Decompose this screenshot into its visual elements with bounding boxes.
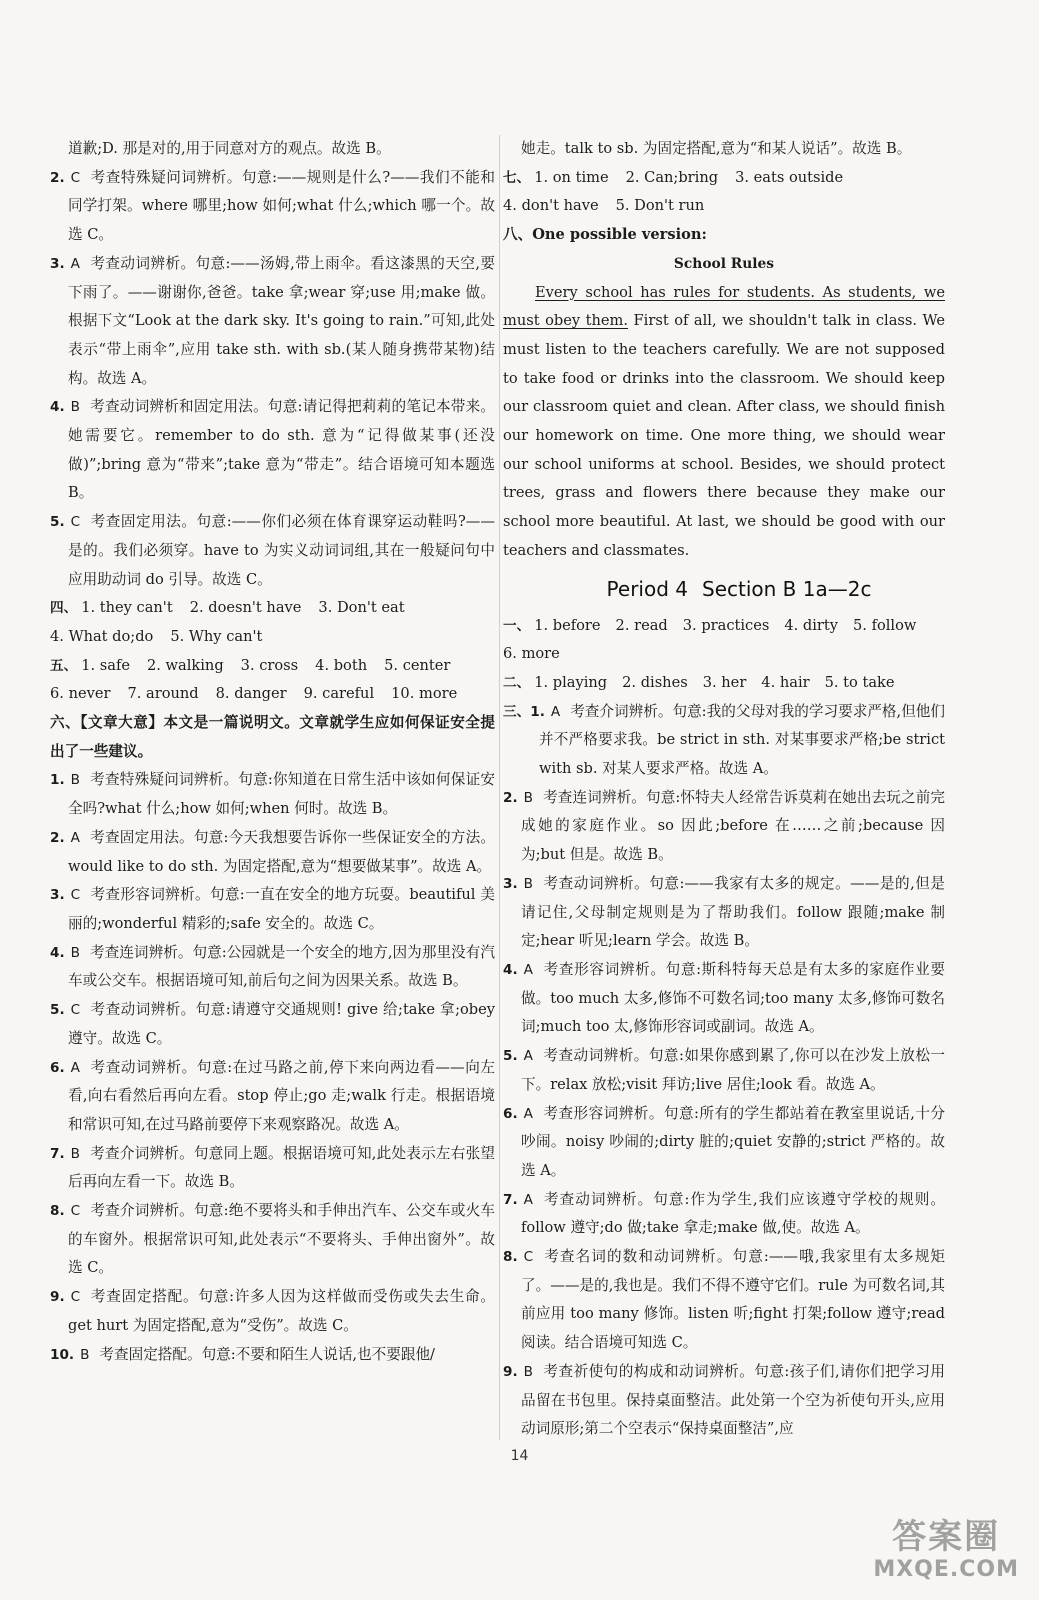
answer-item (503, 1243, 945, 1358)
section-lead: 三、 (503, 703, 531, 720)
question-number: 3. (503, 875, 518, 892)
question-number: 2. (50, 829, 65, 846)
section-lead: 七、 (503, 169, 531, 186)
fill-in-answers (503, 669, 945, 698)
section-heading (503, 566, 945, 612)
question-number: 4. (50, 399, 65, 416)
answer-continuation: 道歉;D. 那是对的,用于同意对方的观点。故选 B。 (68, 140, 391, 157)
explanation: 考查介词辨析。句意同上题。根据语境可知,此处表示左右张望后再向左看一下。故选 B。 (68, 1144, 495, 1191)
explanation: 考查连词辨析。句意:怀特夫人经常告诉莫莉在她出去玩之前完成她的家庭作业。so 因此;before 在……之前;because 因为;but 但是。故选 B。 (521, 788, 945, 864)
answer-item (503, 870, 945, 956)
fill-answer: 2. read (615, 616, 668, 634)
answer-item (503, 1186, 945, 1243)
watermark-mark: 答案圈 (892, 1517, 1001, 1557)
explanation: 考查动词辨析和固定用法。句意:请记得把莉莉的笔记本带来。她需要它。remember to do sth. 意为“记得做某事(还没做)”;bring 意为“带来”;take 意为“带走”。结合语境可知本题选 B。 (68, 398, 495, 502)
answer-item (50, 939, 495, 996)
answer-item (50, 996, 495, 1053)
answer-item (50, 881, 495, 938)
section-lead: 一、 (503, 617, 531, 634)
answer-item (50, 393, 495, 508)
fill-answer: 4. What do;do (50, 627, 154, 645)
fill-in-answers (50, 652, 495, 681)
answer-letter: C (70, 887, 81, 904)
fill-in-answers (50, 594, 495, 623)
explanation: 考查动词辨析。句意:——我家有太多的规定。——是的,但是请记住,父母制定规则是为了帮助我们。follow 跟随;make 制定;hear 听见;learn 学会。故选 B。 (521, 874, 945, 950)
answer-letter: A (523, 1191, 533, 1208)
answer-letter: B (523, 1363, 533, 1380)
fill-answer: 6. never (50, 685, 111, 703)
fill-answer: 3. Don't eat (318, 599, 405, 617)
answer-letter: C (70, 1002, 81, 1019)
fill-in-answers (503, 164, 945, 193)
right-column (503, 135, 945, 1444)
page-number: 14 (510, 1448, 529, 1464)
fill-in-answers (503, 612, 945, 641)
right-top-answers (503, 135, 945, 250)
question-number: 4. (50, 944, 65, 961)
question-number: 6. (503, 1105, 518, 1122)
fill-answer: 3. cross (240, 656, 299, 674)
answer-letter: B (80, 1346, 90, 1363)
answer-item (503, 784, 945, 870)
answer-letter: C (523, 1249, 534, 1266)
explanation: 考查动词辨析。句意:作为学生,我们应该遵守学校的规则。follow 遵守;do 做;take 拿走;make 做,使。故选 A。 (521, 1190, 945, 1237)
question-number: 2. (50, 169, 65, 186)
fill-in-answers (503, 640, 945, 669)
fill-answer: 4. hair (761, 673, 810, 691)
explanation: 考查形容词辨析。句意:所有的学生都站着在教室里说话,十分吵闹。noisy 吵闹的;dirty 脏的;quiet 安静的;strict 严格的。故选 A。 (521, 1104, 945, 1179)
fill-answer: 1. playing (534, 673, 608, 691)
fill-answer: 4. don't have (503, 197, 599, 215)
explanation: 考查名词的数和动词辨析。句意:——哦,我家里有太多规矩了。——是的,我也是。我们不得不遵守它们。rule 为可数名词,其前应用 too many 修饰。listen 听;fight 打架;follow 遵守;read 阅读。结合语境可知选 C。 (521, 1248, 945, 1352)
fill-answer: 3. eats outside (735, 168, 844, 186)
answer-item (50, 250, 495, 394)
question-number: 6. (50, 1059, 65, 1076)
fill-answer: 10. more (391, 685, 458, 703)
answer-item (50, 508, 495, 594)
fill-answer: 1. safe (81, 656, 130, 674)
fill-answer: 5. Don't run (615, 197, 705, 215)
explanation: 考查形容词辨析。句意:一直在安全的地方玩耍。beautiful 美丽的;wonderful 精彩的;safe 安全的。故选 C。 (68, 886, 495, 932)
answer-letter: B (523, 875, 533, 892)
watermark-site: MXQE.COM (873, 1557, 1019, 1582)
fill-answer: 3. practices (682, 616, 770, 634)
essay-text: First of all, we shouldn't talk in class. We must listen to the teachers carefully. We are not supposed to take food or drinks into the classroom. We should keep our classroom quiet and clean. After class, we should finish our homework on time. One more thing, we should wear our school uniforms at school. Besides, we should protect trees, grass and flowers there because they make our school more beautiful. At last, we should be good with our teachers and classmates. (503, 312, 945, 559)
question-number: 5. (50, 514, 65, 531)
answer-letter: B (70, 772, 80, 789)
section-heading-text: 八、One possible version: (503, 226, 707, 244)
essay-underlined-opening: Every school has rules for students. As students, we must obey them. (503, 283, 945, 330)
answer-letter: C (70, 169, 81, 186)
answer-item (50, 1197, 495, 1283)
explanation: 考查动词辨析。句意:如果你感到累了,你可以在沙发上放松一下。relax 放松;visit 拜访;live 居住;look 看。故选 A。 (521, 1047, 945, 1093)
question-number: 2. (503, 789, 518, 806)
answer-letter: A (70, 1059, 80, 1076)
answer-item (50, 164, 495, 250)
answer-item (50, 1283, 495, 1340)
explanation: 考查动词辨析。句意:在过马路之前,停下来向两边看——向左看,向右看然后再向左看。stop 停止;go 走;walk 行走。根据语境和常识可知,在过马路前要停下来观察路况。故选 A。 (68, 1058, 495, 1133)
answer-item (50, 824, 495, 881)
answer-item (50, 766, 495, 823)
fill-in-answers (503, 192, 945, 221)
answer-letter: C (70, 514, 81, 531)
explanation: 考查介词辨析。句意:绝不要将头和手伸出汽车、公交车或火车的车窗外。根据常识可知,此处表示“不要将头、手伸出窗外”。故选 C。 (68, 1202, 495, 1277)
question-number: 4. (503, 961, 518, 978)
fill-answer: 1. before (534, 616, 601, 634)
answer-letter: A (550, 703, 561, 720)
answer-item (503, 1042, 945, 1099)
fill-answer: 3. her (702, 673, 747, 691)
explanation: 考查连词辨析。句意:公园就是一个安全的地方,因为那里没有汽车或公交车。根据语境可知,前后句之间为因果关系。故选 B。 (68, 943, 495, 990)
fill-answer: 6. more (503, 645, 560, 663)
answer-continuation: 她走。talk to sb. 为固定搭配,意为“和某人说话”。故选 B。 (521, 140, 912, 157)
essay-title: School Rules (673, 255, 775, 272)
answer-letter: B (523, 789, 533, 806)
explanation: 考查特殊疑问词辨析。句意:你知道在日常生活中该如何保证安全吗?what 什么;how 如何;when 何时。故选 B。 (68, 771, 495, 818)
answer-letter: A (523, 1048, 533, 1065)
answer-item (503, 1358, 945, 1444)
explanation: 考查固定用法。句意:今天我想要告诉你一些保证安全的方法。would like to do sth. 为固定搭配,意为“想要做某事”。故选 A。 (68, 828, 495, 875)
answer-item (50, 1054, 495, 1140)
essay-body (503, 279, 945, 566)
answer-item (503, 956, 945, 1042)
question-number: 10. (50, 1346, 75, 1363)
answer-item (50, 1341, 495, 1370)
answer-letter: C (70, 1289, 81, 1306)
fill-answer: 1. they can't (81, 599, 173, 617)
question-number: 9. (50, 1289, 65, 1306)
question-number: 7. (50, 1145, 65, 1162)
answer-letter: B (70, 944, 80, 961)
explanation: 考查特殊疑问词辨析。句意:——规则是什么?——我们不能和同学打架。where 哪里;how 如何;what 什么;which 哪一个。故选 C。 (68, 168, 495, 244)
fill-answer: 8. danger (215, 685, 287, 703)
section-name: Section B 1a—2c (702, 576, 872, 601)
left-column (50, 135, 495, 1369)
question-number: 1. (530, 703, 545, 720)
answer-letter: A (70, 829, 80, 846)
fill-answer: 5. Why can't (170, 627, 263, 645)
fill-answer: 5. follow (853, 616, 917, 634)
answer-item (503, 698, 945, 784)
section-lead: 二、 (503, 674, 531, 691)
fill-answer: 2. doesn't have (189, 599, 302, 617)
watermark-logo (873, 1517, 1019, 1582)
answer-letter: A (523, 961, 533, 978)
explanation: 考查祈使句的构成和动词辨析。句意:孩子们,请你们把学习用品留在书包里。保持桌面整洁。此处第一个空为祈使句开头,应用动词原形;第二个空表示“保持桌面整洁”,应 (521, 1362, 945, 1438)
question-number: 3. (50, 887, 65, 904)
explanation: 考查固定用法。句意:——你们必须在体育课穿运动鞋吗?——是的。我们必须穿。have to 为实义动词词组,其在一般疑问句中应用助动词 do 引导。故选 C。 (68, 513, 495, 588)
question-number: 9. (503, 1363, 518, 1380)
fill-answer: 9. careful (303, 685, 375, 703)
fill-answer: 4. both (315, 656, 368, 674)
fill-answer: 1. on time (534, 168, 609, 186)
question-number: 7. (503, 1191, 518, 1208)
section-heading-text: 六、【文章大意】本文是一篇说明文。文章就学生应如何保证安全提出了一些建议。 (50, 714, 495, 760)
explanation: 考查固定搭配。句意:不要和陌生人说话,也不要跟他/ (99, 1345, 435, 1363)
question-number: 8. (50, 1203, 65, 1220)
question-number: 5. (50, 1002, 65, 1019)
answer-letter: A (70, 255, 80, 272)
explanation: 考查固定搭配。句意:许多人因为这样做而受伤或失去生命。get hurt 为固定搭配,意为“受伤”。故选 C。 (68, 1288, 495, 1334)
explanation: 考查动词辨析。句意:——汤姆,带上雨伞。看这漆黑的天空,要下雨了。——谢谢你,爸爸。take 拿;wear 穿;use 用;make 做。根据下文“Look at the dark sky. It's going to rain.”可知,此处表示“带上雨伞”,应用 take sth. with sb.(某人随身携带某物)结构。故选 A。 (68, 254, 495, 387)
right-bottom-answers (503, 612, 945, 1444)
explanation: 考查介词辨析。句意:我的父母对我的学习要求严格,但他们并不严格要求我。be strict in sth. 对某事要求严格;be strict with sb. 对某人要求严格。故选 A。 (539, 702, 946, 778)
fill-answer: 2. Can;bring (625, 168, 719, 186)
answer-item (503, 1100, 945, 1186)
answer-letter: B (70, 1145, 80, 1162)
answer-letter: A (523, 1105, 533, 1122)
answer-letter: B (70, 399, 80, 416)
question-number: 3. (50, 255, 65, 272)
fill-in-answers (50, 623, 495, 652)
section-lead: 四、 (50, 600, 78, 617)
column-divider (499, 135, 500, 1440)
fill-answer: 5. to take (824, 673, 895, 691)
fill-answer: 4. dirty (784, 616, 839, 634)
fill-in-answers (50, 680, 495, 709)
explanation: 考查形容词辨析。句意:斯科特每天总是有太多的家庭作业要做。too much 太多,修饰不可数名词;too many 太多,修饰可数名词;much too 太,修饰形容词或副词。故选 A。 (521, 960, 945, 1036)
section-period: Period 4 (606, 576, 688, 601)
fill-answer: 5. center (384, 656, 451, 674)
fill-answer: 7. around (127, 685, 199, 703)
explanation: 考查动词辨析。句意:请遵守交通规则! give 给;take 拿;obey 遵守。故选 C。 (68, 1001, 495, 1047)
section-lead: 五、 (50, 657, 78, 674)
answer-item (50, 1140, 495, 1197)
fill-answer: 2. walking (146, 656, 224, 674)
question-number: 8. (503, 1249, 518, 1266)
question-number: 5. (503, 1048, 518, 1065)
answer-letter: C (70, 1203, 81, 1220)
fill-answer: 2. dishes (622, 673, 688, 691)
question-number: 1. (50, 772, 65, 789)
